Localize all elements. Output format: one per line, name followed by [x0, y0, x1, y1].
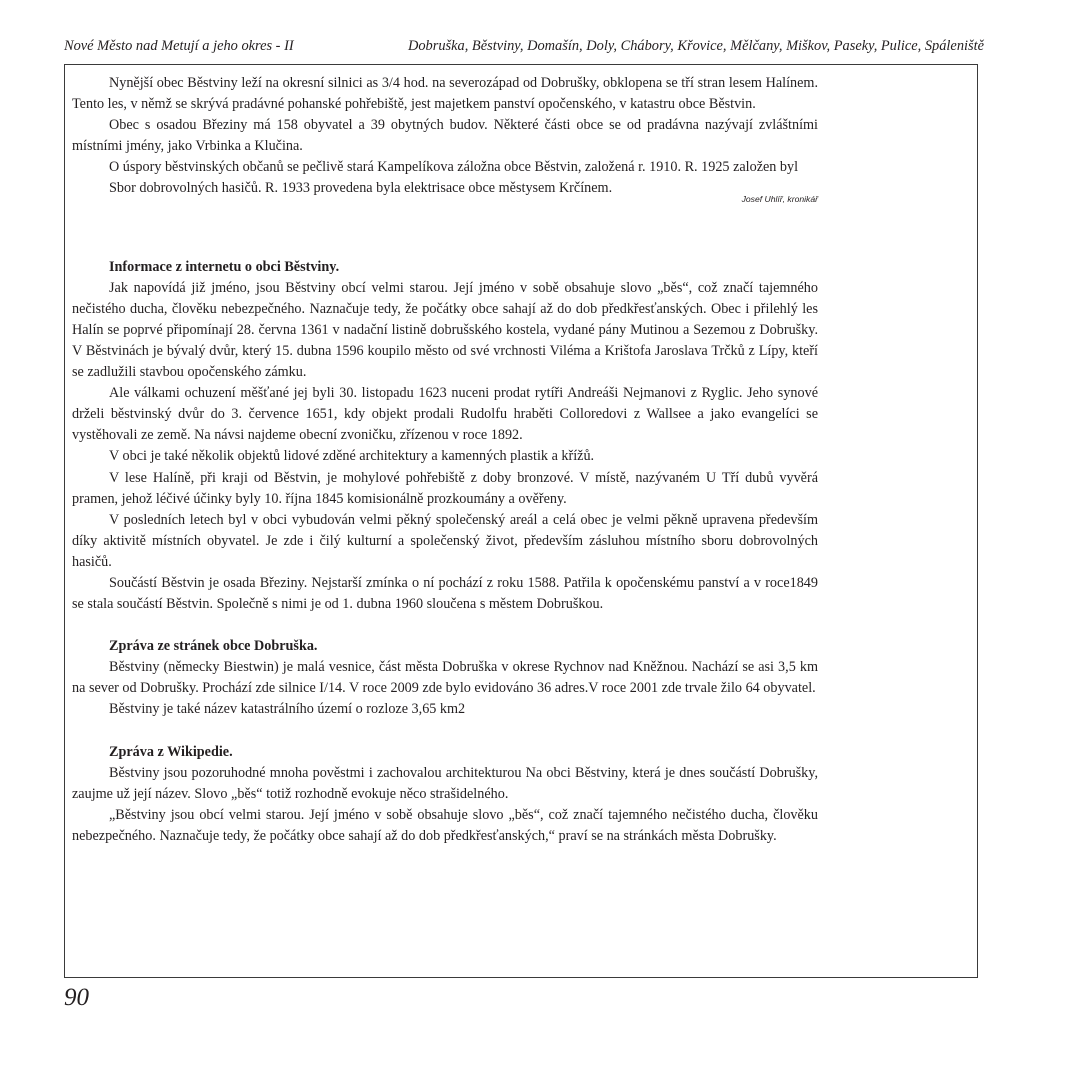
paragraph: Sbor dobrovolných hasičů. R. 1933 provedena byla elektrisace obce městysem Krčínem. — [109, 180, 613, 197]
paragraph: V lese Halíně, při kraji od Běstvin, je mohylové pohřebiště z doby bronzové. V místě, nazývaném U Tří dubů vyvěrá pramen, jehož léčivé účinky byly 10. října 1845 komisionálně prozkoumány a ověřeny. — [72, 469, 818, 507]
chronicle-section — [72, 73, 818, 205]
page-number: 90 — [64, 984, 89, 1011]
paragraph: Obec s osadou Březiny má 158 obyvatel a 39 obytných budov. Některé části obce se od pradávna nazývají zvláštními místními jmény, jako Vrbinka a Klučina. — [72, 117, 818, 155]
paragraph: O úspory běstvinských občanů se pečlivě stará Kampelíkova záložna obce Běstvin, založená r. 1910. R. 1925 založen byl — [109, 159, 799, 176]
paragraph: Jak napovídá již jméno, jsou Běstviny obcí velmi starou. Její jméno v sobě obsahuje slovo „běs“, což značí tajemného nečistého ducha, člověku nebezpečného. Naznačuje tedy, že počátky obce sahají až do dob předkřesťanských. Obec i přilehlý les Halín se poprvé připomínají 28. června 1361 v nadační listině dobrušského kostela, vydané pány Mutinou a Sezemou z Dobrušky. V Běstvinách je bývalý dvůr, který 15. dubna 1596 koupilo město od své vrchnosti Viléma a Krištofa Jaroslava Trčků z Lípy, kteří se zadlužili stavbou opočenského zámku. — [72, 279, 818, 381]
section-heading: Zpráva z Wikipedie. — [109, 743, 233, 760]
dobruska-section — [72, 636, 818, 720]
internet-section — [72, 257, 818, 616]
section-heading: Zpráva ze stránek obce Dobruška. — [109, 638, 318, 655]
section-heading: Informace z internetu o obci Běstviny. — [109, 258, 340, 275]
paragraph: V posledních letech byl v obci vybudován velmi pěkný společenský areál a celá obec je velmi pěkně upravena především díky aktivitě místních obyvatel. Je zde i čilý kulturní a společenský život, především zásluhou místního sboru dobrovolných hasičů. — [72, 511, 818, 570]
header-book-title: Nové Město nad Metují a jeho okres - II — [64, 38, 294, 54]
paragraph: Ale válkami ochuzení měšťané jej byli 30. listopadu 1623 nuceni prodat rytíři Andreáši Nejmanovi z Ryglic. Jeho synové drželi běstvinský dvůr do 3. července 1651, kdy objekt prodali Rudolfu hraběti Colloredovi z Wallsee a jako evangelíci se vystěhovali ze země. Na návsi najdeme obecní zvoničku, zřízenou v roce 1892. — [72, 385, 818, 444]
paragraph: „Běstviny jsou obcí velmi starou. Její jméno v sobě obsahuje slovo „běs“, což značí tajemného nečistého ducha, člověku nebezpečného. Naznačuje tedy, že počátky obce sahají až do dob předkřesťanských,“ praví se na stránkách města Dobrušky. — [72, 806, 818, 844]
wikipedia-section — [72, 742, 818, 847]
signature: Josef Uhlíř, kronikář — [741, 193, 818, 204]
header-chapter-title: Dobruška, Běstviny, Domašín, Doly, Chábory, Křovice, Mělčany, Miškov, Paseky, Pulice, Spáleniště — [407, 38, 984, 54]
paragraph: Nynější obec Běstviny leží na okresní silnici as 3/4 hod. na severozápad od Dobrušky, obklopena se tří stran lesem Halínem. Tento les, v němž se skrývá pradávné pohanské pohřebiště, jest majetkem panství opočenského, v katastru obce Běstvin. — [72, 75, 818, 113]
paragraph: V obci je také několik objektů lidové zděné architektury a kamenných plastik a křížů. — [109, 448, 595, 465]
paragraph: Běstviny (německy Biestwin) je malá vesnice, část města Dobruška v okrese Rychnov nad Kněžnou. Nachází se asi 3,5 km na sever od Dobrušky. Prochází zde silnice I/14. V roce 2009 zde bylo evidováno 36 adres.V roce 2001 zde trvale žilo 64 obyvatel. — [72, 659, 818, 697]
paragraph: Běstviny jsou pozoruhodné mnoha pověstmi i zachovalou architekturou Na obci Běstviny, která je dnes součástí Dobrušky, zaujme už její název. Slovo „běs“ totiž rozhodně evokuje něco strašidelného. — [72, 764, 818, 802]
paragraph: Součástí Běstvin je osada Březiny. Nejstarší zmínka o ní pochází z roku 1588. Patřila k opočenskému panství a v roce1849 se stala součástí Běstvin. Společně s nimi je od 1. dubna 1960 sloučena s městem Dobruškou. — [72, 574, 818, 613]
paragraph: Běstviny je také název katastrálního území o rozloze 3,65 km2 — [109, 701, 466, 718]
page-body — [72, 73, 818, 847]
